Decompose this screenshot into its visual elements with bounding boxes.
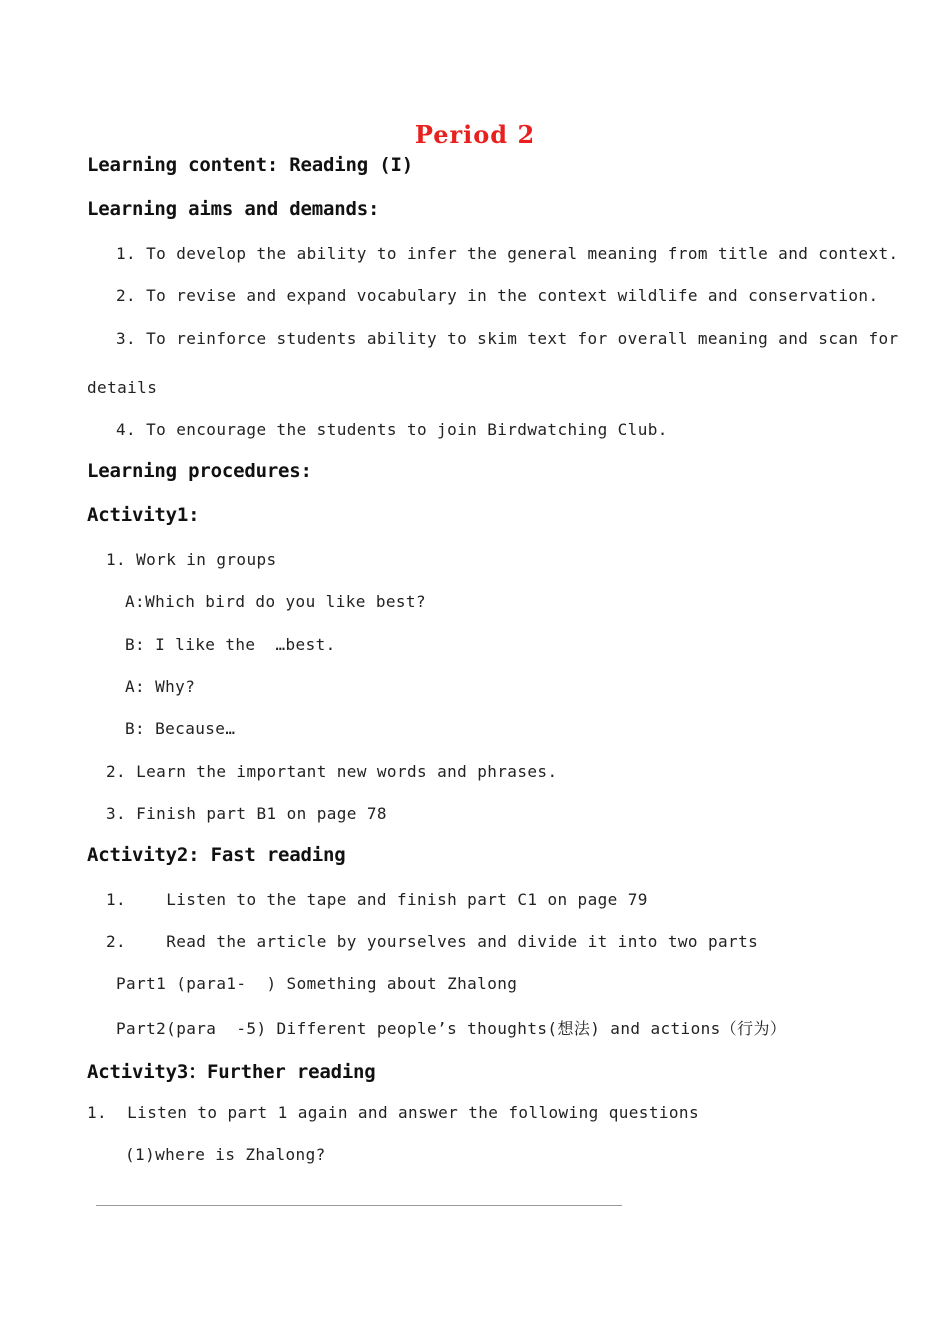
activity2-part1: Part1 (para1- ) Something about Zhalong (116, 974, 518, 993)
page-title: Period 2 (414, 120, 536, 149)
activity1-heading: Activity1: (87, 504, 200, 526)
activity2-item-1: 1. Listen to the tape and finish part C1 on page 79 (106, 890, 648, 909)
procedures-heading: Learning procedures: (87, 460, 312, 482)
aim-item-1: 1. To develop the ability to infer the general meaning from title and context. (116, 244, 899, 263)
activity2-heading: Activity2: Fast reading (87, 844, 346, 866)
aims-heading: Learning aims and demands: (87, 198, 380, 220)
activity1-dialogue-a1: A:Which bird do you like best? (125, 592, 426, 611)
learning-content-heading: Learning content: Reading (I) (87, 154, 413, 176)
activity1-item-1: 1. Work in groups (106, 550, 277, 569)
aim-item-2: 2. To revise and expand vocabulary in the context wildlife and conservation. (116, 286, 879, 305)
activity1-dialogue-a2: A: Why? (125, 677, 196, 696)
aim-item-4: 4. To encourage the students to join Birdwatching Club. (116, 420, 668, 439)
answer-blank-line[interactable] (96, 1205, 622, 1206)
activity3-question-1: (1)where is Zhalong? (125, 1145, 326, 1164)
activity3-heading: Activity3：Further reading (87, 1061, 376, 1083)
activity3-item-1: 1. Listen to part 1 again and answer the following questions (87, 1103, 700, 1122)
activity1-item-3: 3. Finish part B1 on page 78 (106, 804, 387, 823)
activity2-item-2: 2. Read the article by yourselves and divide it into two parts (106, 932, 759, 951)
activity1-item-2: 2. Learn the important new words and phrases. (106, 762, 558, 781)
activity2-part2: Part2(para -5) Different people’s thoughts(想法) and actions（行为） (116, 1019, 787, 1038)
activity1-dialogue-b1: B: I like the …best. (125, 635, 336, 654)
aim-item-3-continued: details (87, 378, 158, 397)
aim-item-3: 3. To reinforce students ability to skim text for overall meaning and scan for (116, 329, 899, 348)
activity1-dialogue-b2: B: Because… (125, 719, 236, 738)
